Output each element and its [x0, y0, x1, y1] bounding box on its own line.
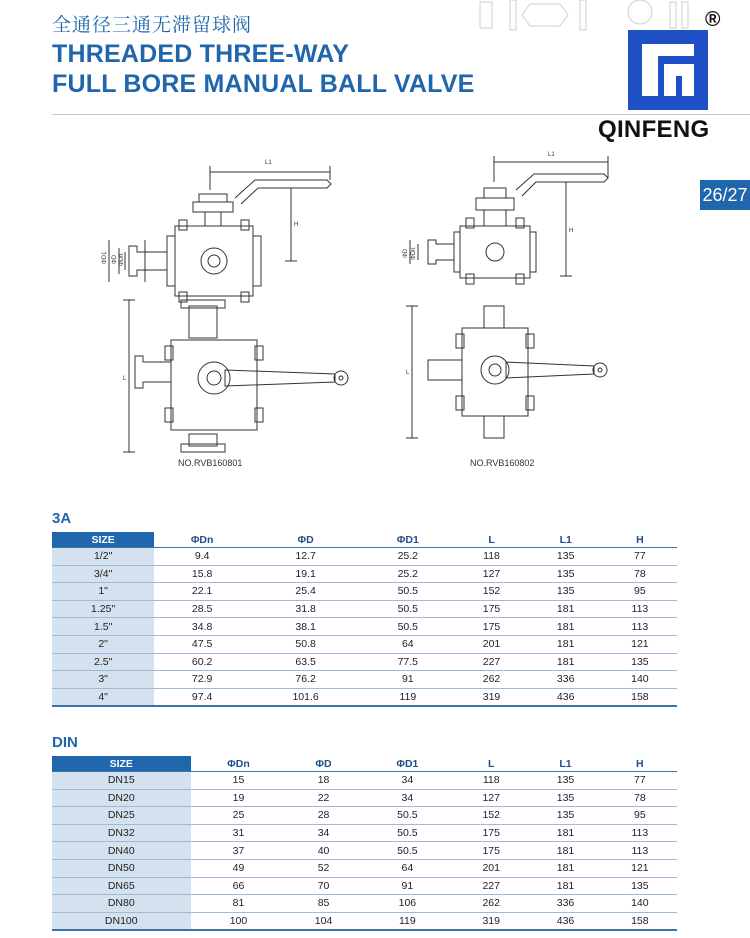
- table-cell: 77.5: [361, 653, 454, 671]
- column-header: SIZE: [52, 756, 191, 772]
- table-cell: 25.4: [250, 583, 361, 601]
- table-cell: 336: [528, 895, 602, 913]
- table-cell: 95: [603, 583, 677, 601]
- table-cell: 34: [361, 772, 454, 790]
- table-cell: 91: [361, 671, 454, 689]
- table-cell: 135: [528, 789, 602, 807]
- table-cell: 50.5: [361, 824, 454, 842]
- table-cell: 95: [603, 807, 677, 825]
- size-cell: 1.5": [52, 618, 154, 636]
- table-header-row: [52, 532, 677, 548]
- table-row: [52, 824, 677, 842]
- table-cell: 25.2: [361, 565, 454, 583]
- table-cell: 34: [286, 824, 360, 842]
- table-cell: 28.5: [154, 600, 250, 618]
- table-cell: 19: [191, 789, 287, 807]
- column-header: H: [603, 756, 677, 772]
- size-cell: DN20: [52, 789, 191, 807]
- dim-label-dn: ΦDn: [119, 253, 125, 266]
- column-header: L1: [528, 756, 602, 772]
- table-row: [52, 565, 677, 583]
- size-cell: DN25: [52, 807, 191, 825]
- table-cell: 135: [529, 565, 603, 583]
- table-cell: 201: [454, 859, 528, 877]
- size-cell: DN65: [52, 877, 191, 895]
- table-cell: 181: [529, 635, 603, 653]
- table-row: [52, 772, 677, 790]
- table-cell: 38.1: [250, 618, 361, 636]
- column-header: L1: [529, 532, 603, 548]
- table-row: [52, 548, 677, 566]
- table-row: [52, 583, 677, 601]
- dim-label-dn-right: ΦDn: [411, 247, 417, 260]
- table-cell: 50.8: [250, 635, 361, 653]
- model-number-right: NO.RVB160802: [470, 458, 535, 468]
- title-chinese: 全通径三通无滞留球阀: [52, 14, 253, 36]
- table-row: [52, 807, 677, 825]
- table-cell: 81: [191, 895, 287, 913]
- table-header-row: [52, 756, 677, 772]
- size-cell: 2.5": [52, 653, 154, 671]
- table-cell: 40: [286, 842, 360, 860]
- size-cell: 2": [52, 635, 154, 653]
- dim-label-d: ΦD: [112, 254, 118, 264]
- table-row: [52, 600, 677, 618]
- table-cell: 77: [603, 548, 677, 566]
- table-cell: 49: [191, 859, 287, 877]
- table-cell: 262: [454, 895, 528, 913]
- column-header: ΦD: [250, 532, 361, 548]
- table-cell: 63.5: [250, 653, 361, 671]
- table-cell: 181: [529, 600, 603, 618]
- table-cell: 201: [454, 635, 528, 653]
- table-cell: 152: [454, 807, 528, 825]
- model-number-left: NO.RVB160801: [178, 458, 243, 468]
- column-header: ΦD: [286, 756, 360, 772]
- table-cell: 31.8: [250, 600, 361, 618]
- table-cell: 118: [454, 772, 528, 790]
- table-cell: 121: [603, 635, 677, 653]
- table-cell: 113: [603, 600, 677, 618]
- table-cell: 50.5: [361, 618, 454, 636]
- qinfeng-logo-icon: [628, 30, 708, 110]
- table-cell: 140: [603, 671, 677, 689]
- table-cell: 121: [603, 859, 677, 877]
- table-cell: 175: [454, 600, 528, 618]
- table-cell: 50.5: [361, 583, 454, 601]
- table-cell: 181: [529, 653, 603, 671]
- table-cell: 66: [191, 877, 287, 895]
- dim-label-l1-right: L1: [548, 152, 555, 158]
- table-cell: 113: [603, 824, 677, 842]
- table-cell: 50.5: [361, 842, 454, 860]
- size-cell: DN15: [52, 772, 191, 790]
- table-cell: 227: [454, 653, 528, 671]
- column-header: SIZE: [52, 532, 154, 548]
- table-cell: 104: [286, 912, 360, 930]
- table-cell: 60.2: [154, 653, 250, 671]
- size-cell: DN50: [52, 859, 191, 877]
- table-cell: 12.7: [250, 548, 361, 566]
- column-header: ΦD1: [361, 756, 454, 772]
- table-cell: 72.9: [154, 671, 250, 689]
- dim-label-h-right: H: [569, 228, 574, 234]
- table-cell: 18: [286, 772, 360, 790]
- table-cell: 227: [454, 877, 528, 895]
- column-header: L: [454, 756, 528, 772]
- background-valve-sketch: [470, 0, 700, 32]
- table-cell: 106: [361, 895, 454, 913]
- dim-label-h: H: [294, 222, 299, 228]
- spec-table-3a: [52, 532, 677, 707]
- table-cell: 64: [361, 635, 454, 653]
- table-cell: 9.4: [154, 548, 250, 566]
- dim-label-l1: L1: [265, 160, 272, 166]
- dim-label-l-right: L: [406, 370, 410, 376]
- table-cell: 28: [286, 807, 360, 825]
- table-row: [52, 688, 677, 706]
- title-english-line1: THREADED THREE-WAY: [52, 40, 350, 68]
- table-cell: 113: [603, 618, 677, 636]
- table-cell: 152: [454, 583, 528, 601]
- table-cell: 175: [454, 842, 528, 860]
- valve-drawing-rvb160802: [398, 150, 628, 460]
- table-row: [52, 842, 677, 860]
- table-cell: 101.6: [250, 688, 361, 706]
- table-cell: 135: [603, 877, 677, 895]
- table-row: [52, 895, 677, 913]
- registered-mark: ®: [705, 8, 721, 31]
- table-cell: 47.5: [154, 635, 250, 653]
- dim-label-d-right: ΦD: [403, 248, 409, 258]
- dim-label-l: L: [123, 376, 127, 382]
- table-cell: 15: [191, 772, 287, 790]
- table-cell: 85: [286, 895, 360, 913]
- brand-name: QINFENG: [598, 116, 710, 143]
- table-cell: 127: [454, 565, 528, 583]
- table-cell: 135: [528, 807, 602, 825]
- table-cell: 78: [603, 789, 677, 807]
- table-cell: 52: [286, 859, 360, 877]
- table-cell: 181: [528, 877, 602, 895]
- table-row: [52, 859, 677, 877]
- column-header: L: [454, 532, 528, 548]
- table-cell: 113: [603, 842, 677, 860]
- table-cell: 181: [528, 859, 602, 877]
- table-cell: 319: [454, 688, 528, 706]
- table-cell: 181: [528, 842, 602, 860]
- table-cell: 118: [454, 548, 528, 566]
- table-cell: 34: [361, 789, 454, 807]
- table-cell: 31: [191, 824, 287, 842]
- column-header: ΦDn: [154, 532, 250, 548]
- table-cell: 15.8: [154, 565, 250, 583]
- title-english-line2: FULL BORE MANUAL BALL VALVE: [52, 70, 475, 98]
- table-cell: 181: [529, 618, 603, 636]
- table-cell: 135: [528, 772, 602, 790]
- table-cell: 336: [529, 671, 603, 689]
- table-cell: 158: [603, 688, 677, 706]
- table-row: [52, 671, 677, 689]
- table-row: [52, 877, 677, 895]
- table-row: [52, 912, 677, 930]
- size-cell: DN80: [52, 895, 191, 913]
- section-label-3a: 3A: [52, 510, 72, 527]
- column-header: ΦD1: [361, 532, 454, 548]
- table-cell: 37: [191, 842, 287, 860]
- table-cell: 22: [286, 789, 360, 807]
- size-cell: 1": [52, 583, 154, 601]
- table-row: [52, 635, 677, 653]
- table-cell: 135: [529, 548, 603, 566]
- page-number: 26/27: [700, 180, 750, 210]
- size-cell: DN32: [52, 824, 191, 842]
- column-header: ΦDn: [191, 756, 287, 772]
- table-cell: 119: [361, 912, 454, 930]
- size-cell: 3": [52, 671, 154, 689]
- table-cell: 50.5: [361, 807, 454, 825]
- table-cell: 100: [191, 912, 287, 930]
- table-cell: 262: [454, 671, 528, 689]
- table-cell: 19.1: [250, 565, 361, 583]
- table-cell: 127: [454, 789, 528, 807]
- table-cell: 175: [454, 824, 528, 842]
- table-cell: 70: [286, 877, 360, 895]
- table-row: [52, 618, 677, 636]
- size-cell: 1.25": [52, 600, 154, 618]
- table-cell: 25.2: [361, 548, 454, 566]
- spec-table-din: [52, 756, 677, 931]
- table-cell: 76.2: [250, 671, 361, 689]
- dim-label-d1: ΦD1: [102, 251, 108, 264]
- header-divider: [52, 114, 750, 115]
- table-cell: 119: [361, 688, 454, 706]
- table-cell: 158: [603, 912, 677, 930]
- table-cell: 77: [603, 772, 677, 790]
- size-cell: 3/4": [52, 565, 154, 583]
- table-cell: 175: [454, 618, 528, 636]
- table-cell: 25: [191, 807, 287, 825]
- table-row: [52, 653, 677, 671]
- table-cell: 181: [528, 824, 602, 842]
- table-cell: 135: [603, 653, 677, 671]
- table-cell: 97.4: [154, 688, 250, 706]
- table-cell: 50.5: [361, 600, 454, 618]
- size-cell: DN100: [52, 912, 191, 930]
- column-header: H: [603, 532, 677, 548]
- size-cell: 1/2": [52, 548, 154, 566]
- size-cell: 4": [52, 688, 154, 706]
- table-cell: 34.8: [154, 618, 250, 636]
- table-row: [52, 789, 677, 807]
- table-cell: 135: [529, 583, 603, 601]
- table-cell: 436: [529, 688, 603, 706]
- valve-drawing-rvb160801: [95, 150, 355, 460]
- table-cell: 436: [528, 912, 602, 930]
- table-cell: 22.1: [154, 583, 250, 601]
- table-cell: 78: [603, 565, 677, 583]
- section-label-din: DIN: [52, 734, 78, 751]
- size-cell: DN40: [52, 842, 191, 860]
- table-cell: 64: [361, 859, 454, 877]
- table-cell: 91: [361, 877, 454, 895]
- table-cell: 140: [603, 895, 677, 913]
- table-cell: 319: [454, 912, 528, 930]
